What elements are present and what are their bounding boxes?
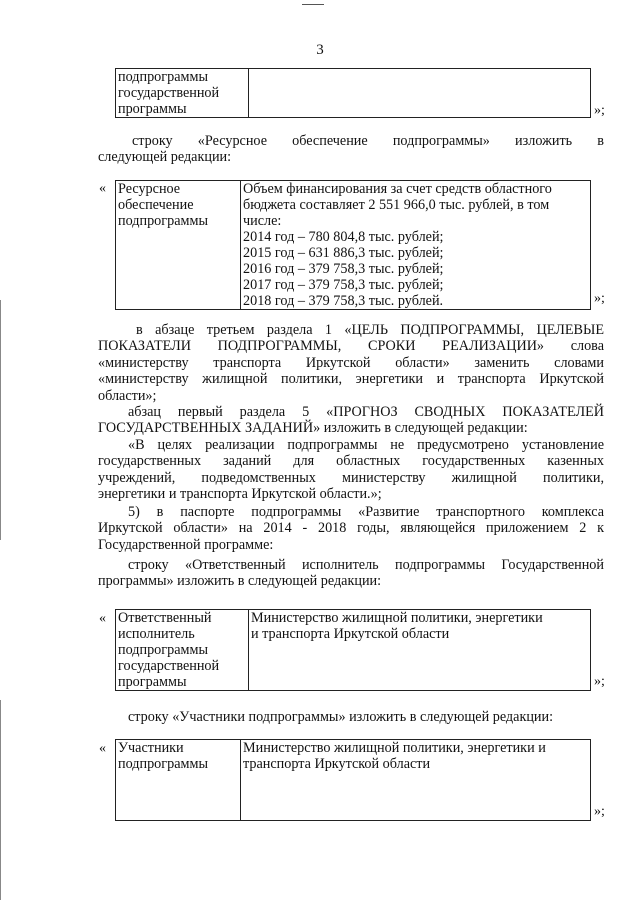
cell-line: Объем финансирования за счет средств областного bbox=[243, 181, 552, 197]
paragraph-line: энергетики и транспорта Иркутской области.»; bbox=[98, 486, 382, 503]
paragraph-line: «министерству транспорта Иркутской области» заменить словами bbox=[98, 354, 604, 371]
cell-line: Министерство жилищной политики, энергетики и bbox=[243, 740, 546, 756]
paragraph-line: «В целях реализации подпрограммы не предусмотрено установление bbox=[128, 437, 604, 453]
paragraph-line: ГОСУДАРСТВЕННЫХ ЗАДАНИЙ» изложить в следующей редакции: bbox=[98, 420, 528, 437]
paragraph-section5 bbox=[98, 404, 604, 437]
table-part-left-cell bbox=[116, 740, 241, 821]
cell-line: Ответственный bbox=[118, 610, 212, 626]
cell-line: исполнитель bbox=[118, 626, 195, 642]
paragraph-line: ПОКАЗАТЕЛИ ПОДПРОГРАММЫ, СРОКИ РЕАЛИЗАЦИИ» слова bbox=[98, 338, 604, 355]
cell-line: 2016 год – 379 758,3 тыс. рублей; bbox=[243, 261, 444, 277]
paragraph-line: «министерству жилищной политики, энергетики и транспорта Иркутской bbox=[98, 371, 604, 388]
table-exec bbox=[115, 609, 591, 691]
paragraph-line: строку «Участники подпрограммы» изложить в следующей редакции: bbox=[128, 709, 554, 725]
table-part bbox=[115, 739, 591, 821]
cell-line: подпрограммы bbox=[118, 69, 208, 85]
cell-line: государственной bbox=[118, 658, 220, 674]
table-resources bbox=[115, 180, 591, 310]
table-top-end: »; bbox=[594, 103, 605, 118]
table-exec-open: « bbox=[99, 611, 106, 626]
table-resources-right-cell bbox=[241, 181, 591, 310]
table-exec-end: »; bbox=[594, 674, 605, 689]
table-resources-open: « bbox=[99, 181, 106, 196]
table-part-right-cell bbox=[241, 740, 591, 821]
cell-line: транспорта Иркутской области bbox=[243, 756, 431, 772]
cell-line: и транспорта Иркутской области bbox=[251, 626, 450, 642]
table-resources-left-cell bbox=[116, 181, 241, 310]
paragraph-resources-intro bbox=[98, 133, 604, 166]
paragraph-line: строку «Ответственный исполнитель подпрограммы Государственной bbox=[128, 557, 604, 573]
cell-line: 2018 год – 379 758,3 тыс. рублей. bbox=[243, 293, 444, 309]
paragraph-line: программы» изложить в следующей редакции: bbox=[98, 573, 382, 590]
table-exec-right-cell bbox=[249, 610, 591, 691]
scan-edge bbox=[0, 700, 1, 900]
table-part-open: « bbox=[99, 741, 106, 756]
paragraph-section1 bbox=[98, 322, 604, 404]
paragraph-line: Иркутской области» на 2014 - 2018 годы, являющейся приложением 2 к bbox=[98, 520, 604, 537]
table-top-left-cell bbox=[116, 69, 249, 118]
cell-line: программы bbox=[118, 101, 187, 117]
table-resources-end: »; bbox=[594, 291, 605, 306]
cell-line: подпрограммы bbox=[118, 213, 208, 229]
paragraph-line: области»; bbox=[98, 387, 157, 404]
cell-line: Ресурсное bbox=[118, 181, 181, 197]
scan-edge bbox=[0, 300, 1, 540]
cell-line: Участники bbox=[118, 740, 184, 756]
cell-line: обеспечение bbox=[118, 197, 194, 213]
table-top bbox=[115, 68, 591, 118]
cell-line: числе: bbox=[243, 213, 282, 229]
top-mark bbox=[302, 4, 324, 5]
paragraph-line: 5) в паспорте подпрограммы «Развитие транспортного комплекса bbox=[128, 504, 604, 520]
cell-line: 2014 год – 780 804,8 тыс. рублей; bbox=[243, 229, 444, 245]
cell-line: Министерство жилищной политики, энергетики bbox=[251, 610, 543, 626]
paragraph-item5 bbox=[98, 504, 604, 553]
cell-line: 2015 год – 631 886,3 тыс. рублей; bbox=[243, 245, 444, 261]
table-part-end: »; bbox=[594, 804, 605, 819]
paragraph-line: строку «Ресурсное обеспечение подпрограммы» изложить в bbox=[132, 133, 604, 149]
paragraph-line: учреждений, подведомственных министерству жилищной политики, bbox=[98, 469, 604, 486]
paragraph-participants-intro bbox=[98, 709, 604, 725]
cell-line: государственной bbox=[118, 85, 220, 101]
paragraph-line: в абзаце третьем раздела 1 «ЦЕЛЬ ПОДПРОГРАММЫ, ЦЕЛЕВЫЕ bbox=[136, 322, 604, 338]
cell-line: подпрограммы bbox=[118, 756, 208, 772]
cell-line: программы bbox=[118, 674, 187, 690]
table-exec-left-cell bbox=[116, 610, 249, 691]
paragraph-line: следующей редакции: bbox=[98, 149, 232, 166]
table-top-right-cell bbox=[249, 69, 591, 118]
cell-line: бюджета составляет 2 551 966,0 тыс. рублей, в том bbox=[243, 197, 550, 213]
paragraph-quote bbox=[98, 437, 604, 503]
paragraph-line: государственных заданий для областных государственных казенных bbox=[98, 453, 604, 470]
paragraph-line: абзац первый раздела 5 «ПРОГНОЗ СВОДНЫХ ПОКАЗАТЕЛЕЙ bbox=[128, 404, 604, 420]
cell-line: подпрограммы bbox=[118, 642, 208, 658]
paragraph-exec-intro bbox=[98, 557, 604, 590]
cell-line: 2017 год – 379 758,3 тыс. рублей; bbox=[243, 277, 444, 293]
paragraph-line: Государственной программе: bbox=[98, 536, 274, 553]
page-number: 3 bbox=[316, 42, 324, 58]
